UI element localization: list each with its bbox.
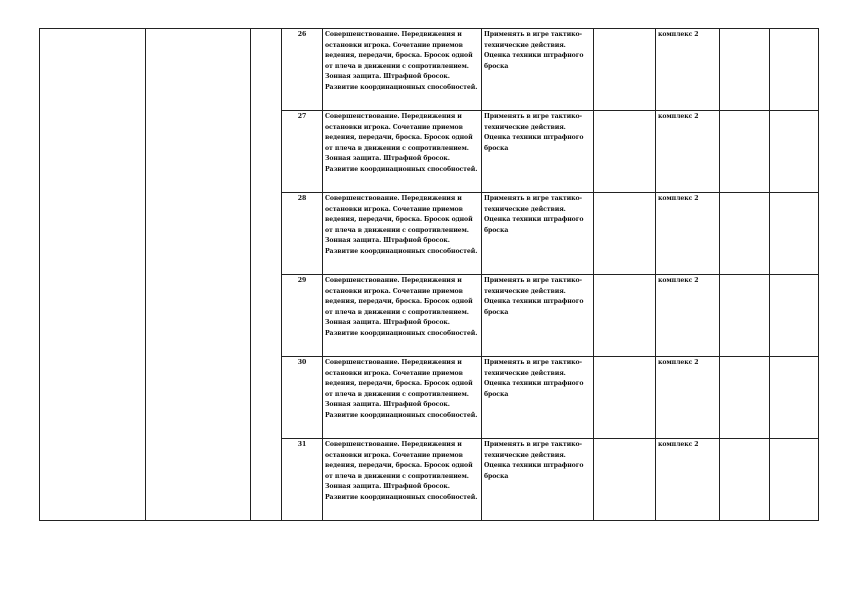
lesson-number: 26 [282,29,323,111]
date-fact-cell [770,275,819,357]
lesson-activity: Применять в игре тактико-технические действия. Оценка техники штрафного броска [482,275,594,357]
blank-cell [594,439,656,521]
lesson-homework: комплекс 2 [656,193,720,275]
date-plan-cell [720,275,770,357]
lesson-topic: Совершенствование. Передвижения и остановки игрока. Сочетание приемов ведения, передачи, броска. Бросок одной от плеча в движении с сопротивлением. Зонная защита. Штрафной бросок. Развитие координационных способностей. [323,29,482,111]
date-plan-cell [720,193,770,275]
lesson-activity: Применять в игре тактико-технические действия. Оценка техники штрафного броска [482,439,594,521]
lesson-number: 27 [282,111,323,193]
lesson-topic: Совершенствование. Передвижения и остановки игрока. Сочетание приемов ведения, передачи, броска. Бросок одной от плеча в движении с сопротивлением. Зонная защита. Штрафной бросок. Развитие координационных способностей. [323,111,482,193]
lesson-homework: комплекс 2 [656,439,720,521]
date-fact-cell [770,439,819,521]
lesson-activity: Применять в игре тактико-технические действия. Оценка техники штрафного броска [482,29,594,111]
blank-cell [594,357,656,439]
lesson-plan-table [39,28,819,521]
lesson-homework: комплекс 2 [656,357,720,439]
lesson-number: 30 [282,357,323,439]
lesson-number: 31 [282,439,323,521]
lesson-topic: Совершенствование. Передвижения и остановки игрока. Сочетание приемов ведения, передачи, броска. Бросок одной от плеча в движении с сопротивлением. Зонная защита. Штрафной бросок. Развитие координационных способностей. [323,275,482,357]
blank-cell [594,111,656,193]
lesson-activity: Применять в игре тактико-технические действия. Оценка техники штрафного броска [482,111,594,193]
blank-cell [594,193,656,275]
date-fact-cell [770,29,819,111]
date-fact-cell [770,193,819,275]
date-plan-cell [720,29,770,111]
date-fact-cell [770,357,819,439]
date-fact-cell [770,111,819,193]
lesson-activity: Применять в игре тактико-технические действия. Оценка техники штрафного броска [482,357,594,439]
lesson-activity: Применять в игре тактико-технические действия. Оценка техники штрафного броска [482,193,594,275]
lesson-number: 29 [282,275,323,357]
lesson-topic: Совершенствование. Передвижения и остановки игрока. Сочетание приемов ведения, передачи, броска. Бросок одной от плеча в движении с сопротивлением. Зонная защита. Штрафной бросок. Развитие координационных способностей. [323,193,482,275]
blank-cell [594,275,656,357]
blank-cell [594,29,656,111]
table-row [40,29,819,111]
date-plan-cell [720,439,770,521]
lesson-number: 28 [282,193,323,275]
lesson-homework: комплекс 2 [656,29,720,111]
hours-cell [251,29,282,521]
lesson-homework: комплекс 2 [656,275,720,357]
lesson-homework: комплекс 2 [656,111,720,193]
lesson-topic: Совершенствование. Передвижения и остановки игрока. Сочетание приемов ведения, передачи, броска. Бросок одной от плеча в движении с сопротивлением. Зонная защита. Штрафной бросок. Развитие координационных способностей. [323,357,482,439]
block-cell [146,29,251,521]
lesson-topic: Совершенствование. Передвижения и остановки игрока. Сочетание приемов ведения, передачи, броска. Бросок одной от плеча в движении с сопротивлением. Зонная защита. Штрафной бросок. Развитие координационных способностей. [323,439,482,521]
section-cell [40,29,146,521]
date-plan-cell [720,357,770,439]
date-plan-cell [720,111,770,193]
